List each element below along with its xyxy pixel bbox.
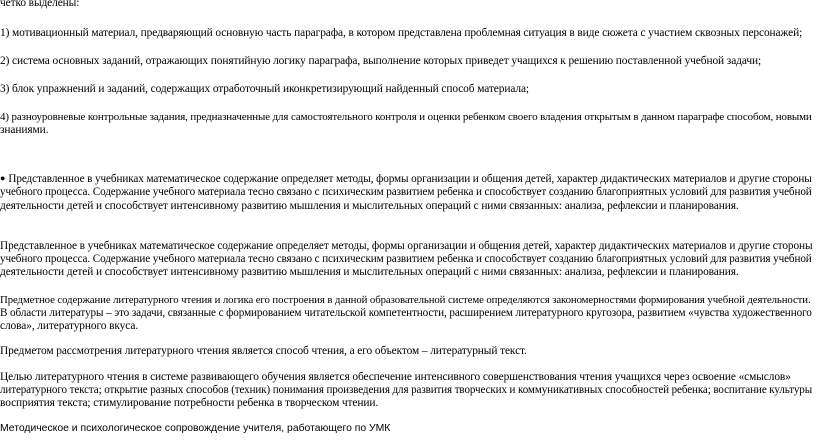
list-item-2: 2) система основных заданий, отражающих понятийную логику параграфа, выполнение которых приведет учащихся к решению поставленной учебной задачи; — [0, 55, 762, 67]
list-item-4-line-2: знаниями. — [0, 124, 49, 136]
bullet-paragraph-line-3: деятельности детей и способствует интенсивному развитию мышления и мыслительных операций с ними связанных: анализа, рефлексии и планирования. — [0, 200, 739, 212]
literary-paragraph-line-1: Предметное содержание литературного чтения и логика его построения в данной образовательной системе определяются закономерностями формирования учебной деятельности. — [0, 294, 811, 306]
repeat-paragraph-line-2: учебного процесса. Содержание учебного материала тесно связано с психическим развитием ребенка и способствует созданию благоприятных условий для развития учебной — [0, 253, 812, 265]
bullet-icon: ● — [0, 173, 6, 183]
literary-paragraph-line-3: слова», литературного вкуса. — [0, 320, 139, 332]
literary-paragraph-line-2: В области литературы – это задачи, связанные с формированием читательской компетентности, расширением литературного кругозора, развитием «чувства художественного — [0, 307, 812, 319]
goal-paragraph-line-3: восприятия текста; стимулирование потребности ребенка в творческом чтении. — [0, 397, 379, 409]
intro-text: четко выделены: — [0, 0, 80, 9]
bullet-paragraph-line-2: учебного процесса. Содержание учебного материала тесно связано с психическим развитием ребенка и способствует созданию благоприятных условий для развития учебной — [0, 186, 812, 198]
list-item-3: 3) блок упражнений и заданий, содержащих отработочный иконкретизирующий найденный способ материала; — [0, 83, 529, 95]
bullet-paragraph-line-1 — [0, 172, 812, 186]
footer-heading: Методическое и психологическое сопровождение учителя, работающего по УМК — [0, 423, 391, 434]
bullet-paragraph-text: Представленное в учебниках математическое содержание определяет методы, формы организации и общения детей, характер дидактических материалов и другие стороны — [8, 173, 812, 185]
goal-paragraph-line-1: Целью литературного чтения в системе развивающего обучения является обеспечение интенсивного совершенствования чтения учащихся через освоение «смыслов» — [0, 371, 791, 383]
goal-paragraph-line-2: литературного текста; открытие разных способов (техник) понимания произведения для развития творческих и коммуникативных способностей ребенка; воспитание культуры — [0, 384, 813, 396]
repeat-paragraph-line-3: деятельности детей и способствует интенсивному развитию мышления и мыслительных операций с ними связанных: анализа, рефлексии и планирования. — [0, 266, 739, 278]
list-item-1: 1) мотивационный материал, предваряющий основную часть параграфа, в котором представлена проблемная ситуация в виде сюжета с участием сквозных персонажей; — [0, 27, 803, 39]
subject-paragraph: Предметом рассмотрения литературного чтения является способ чтения, а его объектом – литературный текст. — [0, 345, 527, 357]
list-item-4-line-1: 4) разноуровневые контрольные задания, предназначенные для самостоятельного контроля и оценки ребенком своего владения открытым в данном параграфе способом, новыми — [0, 111, 812, 123]
repeat-paragraph-line-1: Представленное в учебниках математическое содержание определяет методы, формы организации и общения детей, характер дидактических материалов и другие стороны — [0, 240, 813, 252]
